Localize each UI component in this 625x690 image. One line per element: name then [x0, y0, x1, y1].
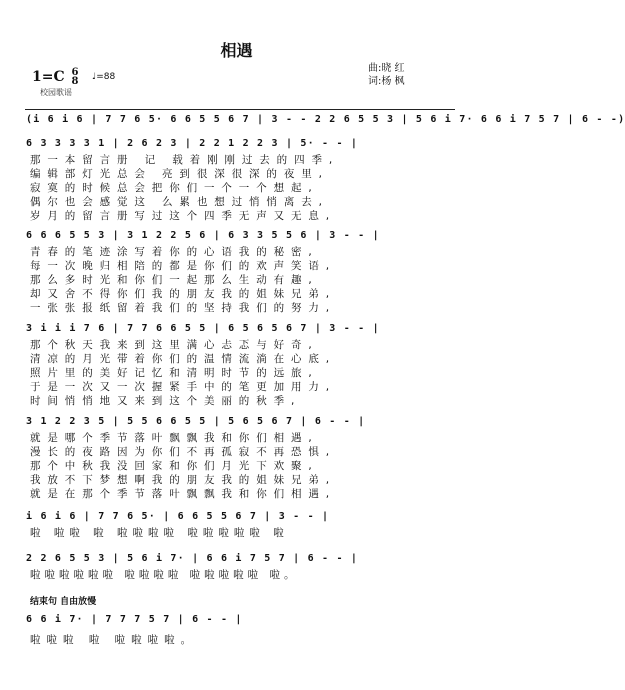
meter-top: 6 [71, 67, 79, 78]
section-3-lyric-3: 照片里的美好记忆和清明时节的远旅, [30, 367, 319, 379]
section-4-lyric-3: 那个中秋我没回家和你们月光下欢聚, [30, 460, 319, 472]
section-4-lyric-4: 我放不下梦想啊我的朋友我的姐妹兄弟, [30, 474, 337, 486]
staff-divider [25, 109, 455, 110]
section-3-notation: 3 i i i 7 6 | 7 7 6 6 5 5 | 6 5 6 5 6 7 | 3 - - | [26, 323, 380, 334]
section-4-notation: 3 1 2 2 3 5 | 5 5 6 6 5 5 | 5 6 5 6 7 | 6 - - | [26, 416, 366, 427]
section-1-lyric-2: 编辑部灯光总会 亮到很深很深的夜里, [30, 168, 329, 180]
refrain-1-notation: i 6 i 6 | 7 7 6 5· | 6 6 5 5 6 7 | 3 - - | [26, 511, 330, 522]
section-2-lyric-3: 那么多时光和你们一起那么生动有趣, [30, 274, 319, 286]
refrain-2-notation: 2 2 6 5 5 3 | 5 6 i 7· | 6 6 i 7 5 7 | 6 - - | [26, 553, 359, 564]
section-3-lyric-5: 时间悄悄地又来到这个美丽的秋季, [30, 395, 302, 407]
section-1-lyric-1: 那一本留言册 记 载着刚刚过去的四季, [30, 154, 340, 166]
section-3-lyric-1: 那个秋天我来到这里满心忐忑与好奇, [30, 339, 319, 351]
ending-label: 结束句 自由放慢 [30, 597, 97, 607]
refrain-2-lyric: 啦啦啦啦啦啦 啦啦啦啦 啦啦啦啦啦 啦。 [30, 569, 299, 581]
section-3-lyric-2: 清凉的月光带着你们的温情流淌在心底, [30, 353, 337, 365]
meter-bottom: 8 [71, 76, 79, 87]
section-2-lyric-4: 却又舍不得你们我的朋友我的姐妹兄弟, [30, 288, 337, 300]
refrain-1-lyric: 啦 啦啦 啦 啦啦啦啦 啦啦啦啦啦 啦 [30, 527, 289, 539]
section-4-lyric-2: 漫长的夜路因为你们不再孤寂不再恐惧, [30, 446, 337, 458]
section-1-lyric-3: 寂寞的时候总会把你们一个一个想起, [30, 182, 319, 194]
ending-notation: 6 6 i 7· | 7 7 7 5 7 | 6 - - | [26, 614, 243, 625]
tempo-marking: ♩=88 [92, 72, 116, 82]
section-4-lyric-1: 就是哪个季节落叶飘飘我和你们相遇, [30, 432, 319, 444]
section-1-lyric-5: 岁月的留言册写过这个四季无声又无息, [30, 210, 337, 222]
section-2-lyric-1: 青春的笔迹涂写着你的心语我的秘密, [30, 246, 319, 258]
composer: 曲:晓 红 [368, 63, 405, 74]
section-3-lyric-4: 于是一次又一次握紧手中的笔更加用力, [30, 381, 337, 393]
section-4-lyric-5: 就是在那个季节落叶飘飘我和你们相遇, [30, 488, 337, 500]
key-signature [32, 68, 78, 86]
lyricist: 词:杨 枫 [368, 76, 405, 87]
credits [368, 62, 405, 88]
time-signature [72, 68, 79, 86]
genre-label: 校园歌谣 [40, 88, 72, 97]
key-label: 1=C [32, 69, 65, 85]
song-title: 相遇 [220, 41, 253, 60]
ending-lyric: 啦啦啦 啦 啦啦啦啦。 [30, 634, 198, 646]
section-2-notation: 6 6 6 5 5 3 | 3 1 2 2 5 6 | 6 3 3 5 5 6 | 3 - - | [26, 230, 380, 241]
section-1-lyric-4: 偶尔也会感觉这 么累也想过悄悄离去, [30, 196, 329, 208]
section-2-lyric-5: 一张张报纸留着我们的坚持我们的努力, [30, 302, 337, 314]
section-2-lyric-2: 每一次晚归相陪的都是你们的欢声笑语, [30, 260, 337, 272]
intro-notation: (i 6 i 6 | 7 7 6 5· 6 6 5 5 6 7 | 3 - - 2 2 6 5 5 3 | 5 6 i 7· 6 6 i 7 5 7 | 6 - -) [26, 114, 625, 125]
section-1-notation: 6 3 3 3 3 1 | 2 6 2 3 | 2 2 1 2 2 3 | 5· - - | [26, 138, 359, 149]
